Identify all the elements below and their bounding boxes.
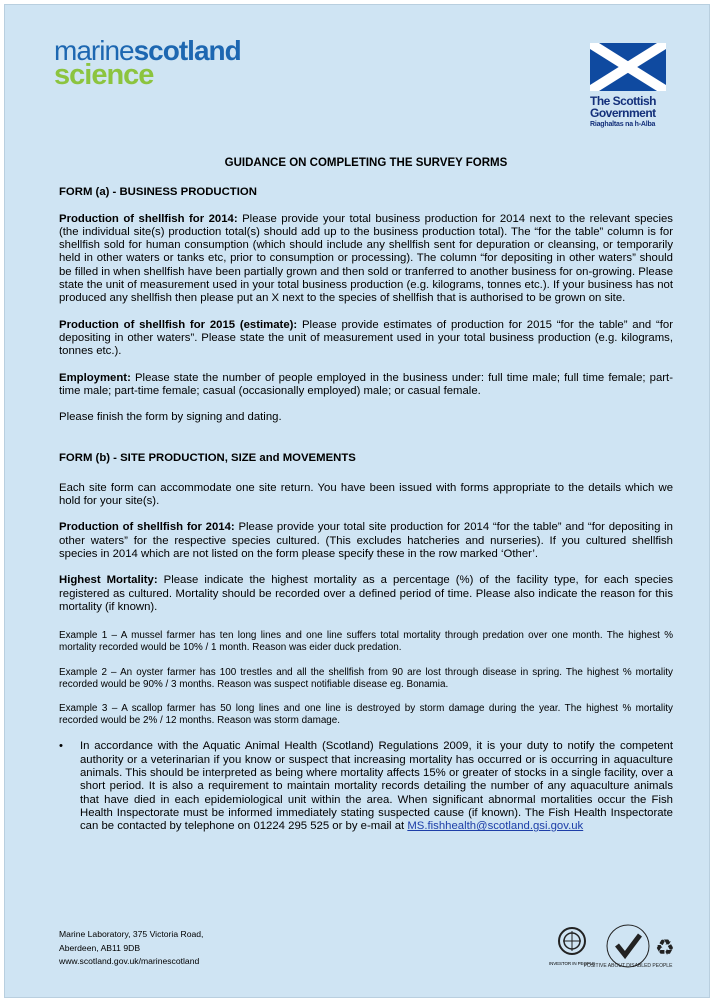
form-a-production-2014-text: Please provide your total business production for 2014 next to the relevant species (the individual site(s) production total(s) should add up to the business production total). The “for the table” column is for shellfish sold for human consumption (which should include any shellfish sent for depuration or cleansing, or temporarily held in other waters or tanks etc, prior to consumption or processing). The column “for depositing in other waters” should be filled in when shellfish have been partially grown and then sold or tranferred to another business for on-growing. Please state the unit of measurement used in your total business production (e.g. kilograms, tonnes etc.). If your business has not produced any shellfish then please put an X next to the species of shellfish that is authorised to be grown on site. [59, 212, 673, 305]
form-a-employment-text: Please state the number of people employed in the business under: full time male; full time female; part-time male; part-time female; casual (occasionally employed) male; or casual female. [59, 371, 673, 397]
investor-in-people-logo [546, 926, 598, 966]
form-b-highest-mortality [59, 574, 673, 614]
form-a-production-2014 [59, 213, 673, 306]
disability-logo-text: POSITIVE ABOUT DISABLED PEOPLE [583, 963, 673, 969]
investor-in-people-icon [557, 926, 587, 956]
marine-scotland-science-logo [54, 35, 241, 92]
footer-address-line2: Aberdeen, AB11 9DB [59, 942, 141, 953]
form-b-intro: Each site form can accommodate one site return. You have been issued with forms appropriate to the details which we hold for your site(s). [59, 481, 673, 508]
footer-address-line1: Marine Laboratory, 375 Victoria Road, [59, 929, 204, 939]
form-a-production-2015-text: Please provide estimates of production for 2015 “for the table” and “for depositing in other waters”. Please state the unit of measurement used in your total business production (e.g. kilograms, tonnes etc.). [59, 318, 673, 358]
gov-name: The Scottish Government [590, 94, 657, 120]
logo-word-marine: marine [54, 35, 134, 66]
form-b-production-2014-label: Production of shellfish for 2014: [59, 521, 235, 534]
positive-about-disabled-people-logo [583, 923, 673, 974]
form-a-employment-label: Employment: [59, 371, 131, 384]
logo-word-scotland: scotland [133, 35, 241, 66]
page-title: GUIDANCE ON COMPLETING THE SURVEY FORMS [224, 157, 508, 169]
form-b-highest-mortality-label: Highest Mortality: [59, 574, 158, 587]
form-b-heading: FORM (b) - SITE PRODUCTION, SIZE and MOVEMENTS [59, 452, 356, 465]
example-2: Example 2 – An oyster farmer has 100 trestles and all the shellfish from 90 are lost through disease in spring. The highest % mortality recorded would be 90% / 3 months. Reason was suspect notifiable disease eg. Bonamia. [59, 666, 673, 690]
logo-word-science: science [54, 59, 154, 92]
example-3: Example 3 – A scallop farmer has 50 long lines and one line is destroyed by storm damage during the year. The highest % mortality recorded would be 2% / 12 months. Reason was storm damage. [59, 702, 673, 727]
disability-tick-icon [583, 923, 673, 969]
form-b-production-2014-text: Please provide your total site production for 2014 “for the table” and “for depositing in other waters” for the respective species cultured. (This excludes hatcheries and nurseries). If you cultured shellfish species in 2014 which are not listed on the form please specify these in the row marked ‘Other’. [59, 521, 673, 560]
gov-gaelic-name: Riaghaltas na h-Alba [590, 121, 656, 128]
example-1: Example 1 – A mussel farmer has ten long lines and one line suffers total mortality through predation over one month. The highest % mortality recorded would be 10% / 1 month. Reason was eider duck predation. [59, 630, 673, 654]
form-a-employment [59, 372, 673, 399]
footer-website: www.scotland.gov.uk/marinescotland [59, 956, 200, 966]
recycle-icon: ♻ [655, 935, 675, 960]
form-a-production-2015-label: Production of shellfish for 2015 (estimate): [59, 318, 298, 331]
guidance-content [59, 157, 673, 833]
footer-address [59, 928, 203, 969]
fish-health-email-link[interactable]: MS.fishhealth@scotland.gsi.gov.uk [407, 820, 584, 833]
form-b-highest-mortality-text: Please indicate the highest mortality as a percentage (%) of the facility type, for each species registered as cultured. Mortality should be recorded over a defined period of time. Please also indicate the reason for this mortality (if known). [59, 574, 673, 613]
notification-text: In accordance with the Aquatic Animal Health (Scotland) Regulations 2009, it is your duty to notify the competent authority or a veterinarian if you know or suspect that increasing mortality has occurred or is occurring in aquaculture animals. This should be interpreted as being where mortality affects 15% or greater of stocks in a single facility, over a short period. It is also a requirement to maintain mortality records detailing the number of any aquaculture animals that have died in each epidemiological unit within the area. When significant abnormal mortalities occur the Fish Health Inspectorate must be informed immediately stating suspected cause (if known). The Fish Health Inspectorate can be contacted by telephone on 01224 295 525 or by e-mail at [80, 740, 673, 833]
form-a-heading: FORM (a) - BUSINESS PRODUCTION [59, 186, 257, 199]
form-a-finish-note: Please finish the form by signing and dating. [59, 411, 282, 424]
form-a-production-2014-label: Production of shellfish for 2014: [59, 212, 238, 225]
form-a-production-2015 [59, 319, 673, 359]
document-page [4, 4, 710, 998]
notification-bullet [59, 740, 673, 833]
bullet-point: • [59, 740, 63, 753]
investor-in-people-caption: INVESTOR IN PEOPLE [548, 961, 596, 966]
form-b-production-2014 [59, 521, 673, 561]
saltire-flag-icon [590, 43, 666, 91]
scottish-government-logo [590, 43, 670, 129]
